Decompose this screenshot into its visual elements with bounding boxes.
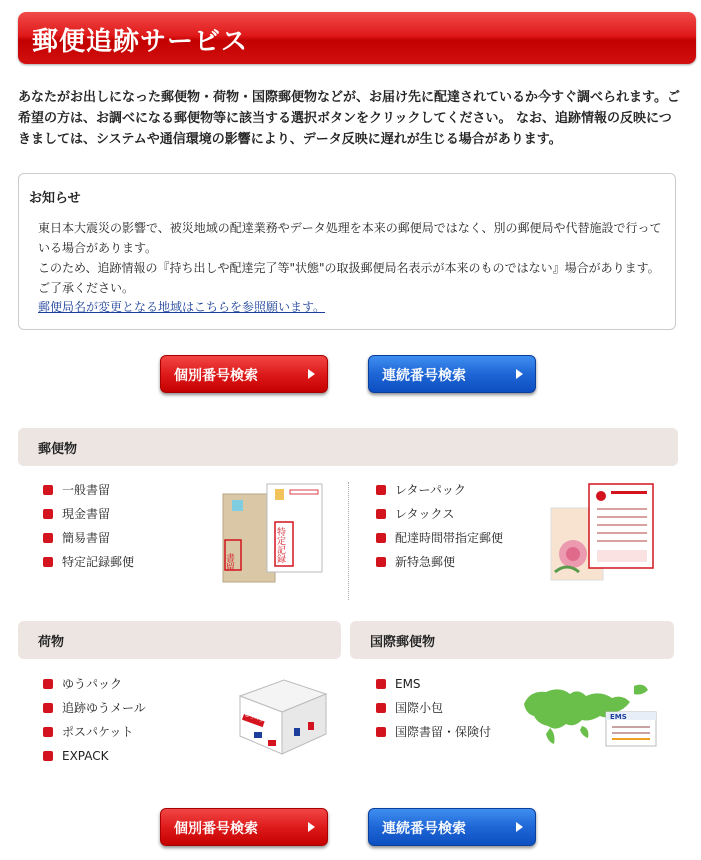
bullet-icon (376, 703, 386, 713)
bullet-icon (43, 751, 53, 761)
mail-item-kan-i-kakitome[interactable]: 簡易書留 (43, 530, 110, 546)
intl-item-kokusai-kakitome[interactable]: 国際書留・保険付 (376, 724, 491, 740)
consecutive-search-button-bottom[interactable] (368, 808, 536, 846)
registered-mail-envelopes-image (220, 482, 326, 586)
bullet-icon (43, 679, 53, 689)
envelope-label-2: 特定記録 (275, 527, 285, 563)
bullet-icon (43, 509, 53, 519)
intl-item-ems[interactable]: EMS (376, 676, 421, 692)
box-logo-text: ゆうパック (243, 712, 269, 727)
parcel-item-yupack[interactable]: ゆうパック (43, 676, 122, 692)
mail-item-haitatsu-jikantai[interactable]: 配達時間帯指定郵便 (376, 530, 503, 546)
bullet-icon (43, 557, 53, 567)
bullet-icon (376, 485, 386, 495)
bullet-icon (376, 679, 386, 689)
mail-item-letax[interactable]: レタックス (376, 506, 454, 522)
bullet-icon (376, 557, 386, 567)
notice-line-1: 東日本大震災の影響で、被災地域の配達業務やデータ処理を本来の郵便局ではなく、別の郵便局や代替施設で行っている場合があります。 (38, 221, 662, 255)
parcel-item-pospacket[interactable]: ポスパケット (43, 724, 133, 740)
notice-box (18, 173, 676, 330)
section-intl-title: 国際郵便物 (370, 635, 436, 650)
bullet-icon (376, 727, 386, 737)
mail-item-genkin-kakitome[interactable]: 現金書留 (43, 506, 110, 522)
parcel-item-tsuiseki-yumail[interactable]: 追跡ゆうメール (43, 700, 146, 716)
arrow-right-icon (308, 822, 315, 832)
individual-search-button-bottom[interactable] (160, 808, 328, 846)
arrow-right-icon (516, 369, 523, 379)
bullet-icon (43, 727, 53, 737)
bullet-icon (43, 485, 53, 495)
consecutive-search-button-top[interactable] (368, 355, 536, 393)
notice-body (38, 218, 664, 298)
mail-item-ippan-kakitome[interactable]: 一般書留 (43, 482, 110, 498)
letterpack-letax-image (549, 482, 659, 584)
world-map-ems-image (520, 676, 660, 752)
notice-link[interactable]: 郵便局名が変更となる地域はこちらを参照願います。 (38, 300, 326, 314)
mail-item-tokutei-kiroku[interactable]: 特定記録郵便 (43, 554, 134, 570)
section-mail-header (18, 428, 678, 466)
ems-label-text: EMS (610, 713, 627, 721)
bullet-icon (376, 533, 386, 543)
button-label: 連続番号検索 (382, 821, 466, 837)
button-label: 個別番号検索 (174, 821, 258, 837)
notice-title: お知らせ (29, 191, 81, 206)
bullet-icon (43, 703, 53, 713)
section-divider (348, 482, 349, 600)
intl-item-kokusai-kozutsumi[interactable]: 国際小包 (376, 700, 443, 716)
button-label: 個別番号検索 (174, 368, 258, 384)
arrow-right-icon (516, 822, 523, 832)
page-title: 郵便追跡サービス (32, 27, 249, 57)
mail-item-shin-tokkyu[interactable]: 新特急郵便 (376, 554, 455, 570)
intro-text: あなたがお出しになった郵便物・荷物・国際郵便物などが、お届け先に配達されているか今すぐ調べられます。ご希望の方は、お調べになる郵便物等に該当する選択ボタンをクリックしてください。 なお、追跡情報の反映につきましては、システムや通信環境の影響により、データ反映に遅れが生じる場合があります。 (18, 90, 680, 147)
page-header (18, 12, 696, 64)
parcel-item-expack[interactable]: EXPACK (43, 748, 109, 764)
yupack-box-image (234, 672, 330, 758)
section-mail-title: 郵便物 (38, 442, 78, 457)
notice-line-2: このため、追跡情報の『持ち出しや配達完了等"状態"の取扱郵便局名表示が本来のものではない』場合があります。ご了承ください。 (38, 261, 660, 295)
bullet-icon (43, 533, 53, 543)
bullet-icon (376, 509, 386, 519)
individual-search-button-top[interactable] (160, 355, 328, 393)
button-label: 連続番号検索 (382, 368, 466, 384)
mail-item-letterpack[interactable]: レターパック (376, 482, 466, 498)
section-parcel-header (18, 621, 341, 659)
section-parcel-title: 荷物 (38, 635, 65, 650)
envelope-label-1: 書留 (224, 553, 234, 571)
section-intl-header (350, 621, 674, 659)
arrow-right-icon (308, 369, 315, 379)
